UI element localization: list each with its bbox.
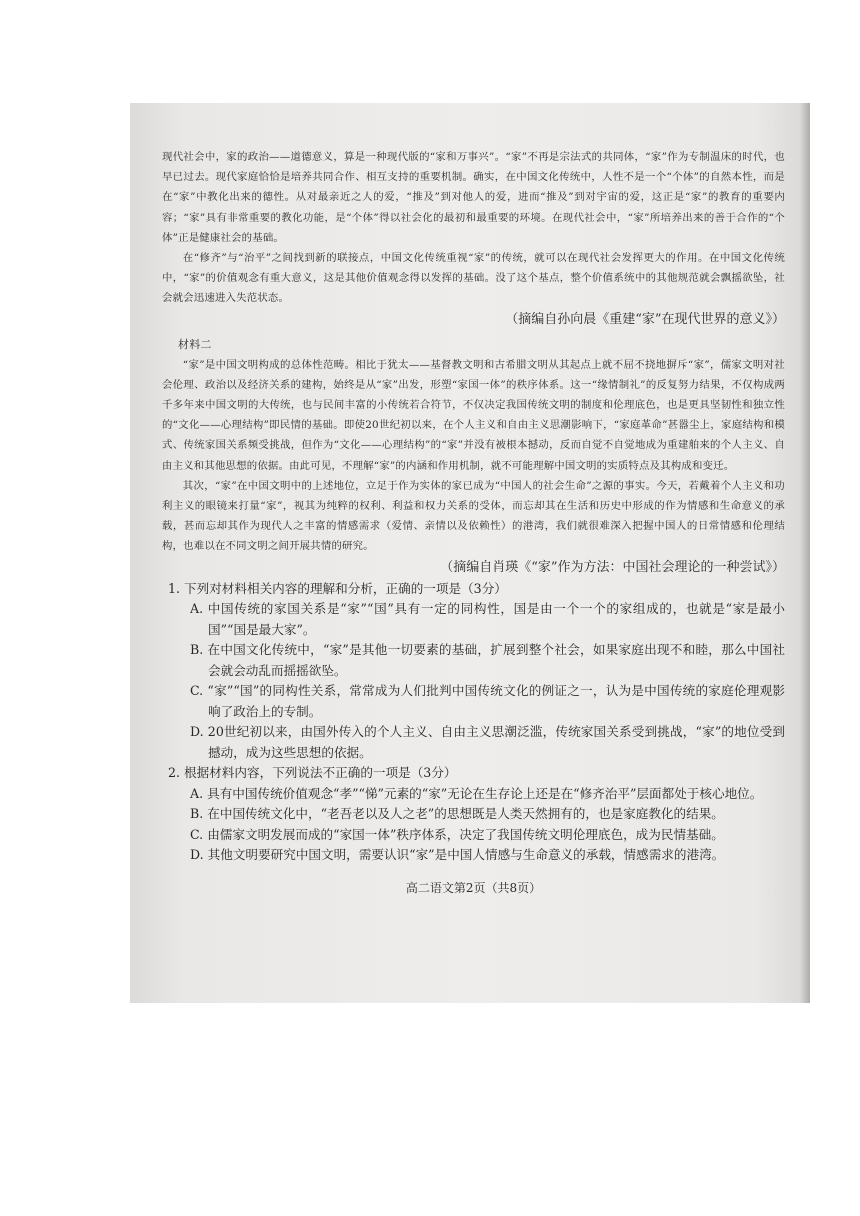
- question-1-option-b: B. 在中国文化传统中，“家”是其他一切要素的基础，扩展到整个社会，如果家庭出现不和睦，那么中国社会就会动乱而摇摇欲坠。: [190, 642, 785, 678]
- material1-paragraph-2: 在“修齐”与“治平”之间找到新的联接点，中国文化传统重视“家”的传统，就可以在现代社会发挥更大的作用。在中国文化传统中，“家”的价值观念有重大意义，这是其他价值观念得以发挥的基础。没了这个基点，整个价值系统中的其他规范就会飘摇欲坠，社会就会迅速进入失范状态。: [162, 252, 785, 305]
- question-1-stem: 1. 下列对材料相关内容的理解和分析，正确的一项是（3分）: [168, 580, 507, 596]
- question-1-option-d: D. 20世纪初以来，由国外传入的个人主义、自由主义思潮泛滥，传统家国关系受到挑战，“家”的地位受到撼动，成为这些思想的依据。: [190, 724, 785, 760]
- material2-paragraph-2: 其次，“家”在中国文明中的上述地位，立足于作为实体的家已成为“中国人的社会生命”之源的事实。今天，若戴着个人主义和功利主义的眼镜来打量“家”，视其为纯粹的权利、利益和权力关系的受体，而忘却其在生活和历史中形成的作为情感和生命意义的承载，甚而忘却其作为现代人之丰富的情感需求（爱情、亲情以及依赖性）的港湾，我们就很难深入把握中国人的日常情感和伦理结构，也难以在不同文明之间开展共情的研究。: [162, 479, 785, 553]
- question-2-stem: 2. 根据材料内容，下列说法不正确的一项是（3分）: [168, 765, 457, 781]
- material1-paragraph-1: 现代社会中，家的政治——道德意义，算是一种现代版的“家和万事兴”。“家”不再是宗法式的共同体，“家”作为专制温床的时代，也早已过去。现代家庭恰恰是培养共同合作、相互支持的重要机制。确实，在中国文化传统中，人性不是一个“个体”的自然本性，而是在“家”中教化出来的德性。从对最亲近之人的爱，“推及”到对他人的爱，进而“推及”到对宇宙的爱，这正是“家”的教育的重要内容；“家”具有非常重要的教化功能，是“个体”得以社会化的最初和最重要的环境。在现代社会中，“家”所培养出来的善于合作的“个体”正是健康社会的基础。: [162, 151, 785, 244]
- material2-paragraph-1: “家”是中国文明构成的总体性范畴。相比于犹太——基督教文明和古希腊文明从其起点上就不屈不挠地摒斥“家”，儒家文明对社会伦理、政治以及经济关系的建构，始终是从“家”出发，形塑“家国一体”的秩序体系。这一“缘情制礼”的反复努力结果，不仅构成两千多年来中国文明的大传统，也与民间丰富的小传统若合符节，不仅决定我国传统文明的制度和伦理底色，也是更具坚韧性和独立性的“文化——心理结构”即民情的基础。即使20世纪初以来，在个人主义和自由主义思潮影响下，“家庭革命”甚嚣尘上，家庭结构和模式、传统家国关系频受挑战，但作为“文化——心理结构”的“家”并没有被根本撼动，反而自觉不自觉地成为重建舶来的个人主义、自由主义和其他思想的依据。由此可见，不理解“家”的内涵和作用机制，就不可能理解中国文明的实质特点及其构成和变迁。: [162, 358, 785, 472]
- question-1-option-a: A. 中国传统的家国关系是“家”“国”具有一定的同构性，国是由一个一个的家组成的，也就是“家是最小国”“国是最大家”。: [190, 601, 785, 637]
- photographed-exam-page: [130, 103, 810, 1003]
- question-1-option-c: C. “家”“国”的同构性关系，常常成为人们批判中国传统文化的例证之一，认为是中国传统的家庭伦理观影响了政治上的专制。: [190, 683, 785, 719]
- exam-sheet: [162, 147, 785, 898]
- page-footer: 高二语文第2页（共8页）: [405, 880, 542, 895]
- material2-heading: 材料二: [178, 337, 212, 351]
- material1-source: （摘编自孙向晨《重建“家”在现代世界的意义》）: [505, 311, 785, 327]
- question-2-option-c: C. 由儒家文明发展而成的“家国一体”秩序体系，决定了我国传统文明伦理底色，成为民情基础。: [190, 826, 724, 842]
- question-2-option-a: A. 具有中国传统价值观念“孝”“悌”元素的“家”无论在生存论上还是在“修齐治平”层面都处于核心地位。: [190, 785, 763, 801]
- question-2-option-b: B. 在中国传统文化中，“老吾老以及人之老”的思想既是人类天然拥有的，也是家庭教化的结果。: [190, 806, 724, 822]
- material2-source: （摘编自肖瑛《“家”作为方法：中国社会理论的一种尝试》）: [440, 559, 785, 575]
- question-2-option-d: D. 其他文明要研究中国文明，需要认识“家”是中国人情感与生命意义的承载，情感需求的港湾。: [190, 847, 725, 863]
